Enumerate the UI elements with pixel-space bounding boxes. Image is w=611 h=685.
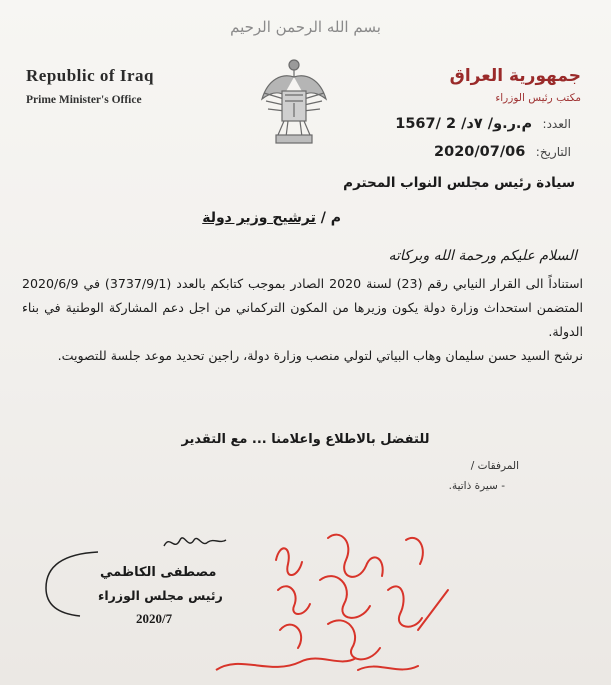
signatory-title: رئيس مجلس الوزراء (98, 588, 223, 603)
subject-prefix: م / (320, 210, 341, 226)
arabic-country-title: جمهورية العراق (449, 66, 581, 86)
subject-text: ترشيح وزير دولة (202, 210, 316, 226)
arabic-office-title: مكتب رئيس الوزراء (495, 92, 581, 104)
reference-number-row (395, 116, 571, 132)
english-letterhead (26, 66, 154, 106)
signature-scribble-icon (160, 528, 230, 556)
date-value: 2020/07/06 (434, 144, 526, 160)
date-label: التاريخ: (535, 145, 571, 159)
iraq-eagle-emblem-icon (258, 55, 330, 147)
attachments-item: - سيرة ذاتية. (448, 480, 505, 492)
english-country-title: Republic of Iraq (26, 66, 154, 85)
body-paragraph-1: استناداً الى القرار النيابي رقم (23) لسنة 2020 الصادر بموجب كتابكم بالعدد (3737/9/1) في 2020/6/9 المتضمن استحداث وزارة دولة يكون وزيرها من المكون التركماني من اجل دعم المشاركة الوطنية في بناء الدولة. (22, 276, 584, 339)
reference-number-value: م.ر.و/ ٧د/ 2 /1567 (395, 116, 533, 132)
reference-number-label: العدد: (542, 117, 571, 131)
bismillah-calligraphy: بسم الله الرحمن الرحيم (230, 18, 381, 36)
attachments-label: المرفقات / (470, 460, 519, 472)
signature-date: 2020/7 (136, 611, 173, 626)
date-row (434, 144, 571, 160)
signatory-name: مصطفى الكاظمي (100, 565, 217, 580)
letter-body (22, 272, 583, 368)
red-annotation-underline-icon (210, 640, 360, 685)
signature-bracket-icon (40, 548, 100, 618)
body-paragraph-2: نرشح السيد حسن سليمان وهاب البياتي لتولي منصب وزارة دولة، راجين تحديد موعد جلسة للتصويت. (57, 348, 583, 363)
greeting-line: السلام عليكم ورحمة الله وبركاته (388, 248, 577, 264)
recipient-line: سيادة رئيس مجلس النواب المحترم (343, 175, 575, 191)
closing-line: للتفضل بالاطلاع واعلامنا ... مع التقدير (181, 432, 430, 447)
arabic-letterhead (450, 66, 581, 104)
subject-line (202, 210, 341, 226)
english-office-title: Prime Minister's Office (26, 94, 142, 106)
